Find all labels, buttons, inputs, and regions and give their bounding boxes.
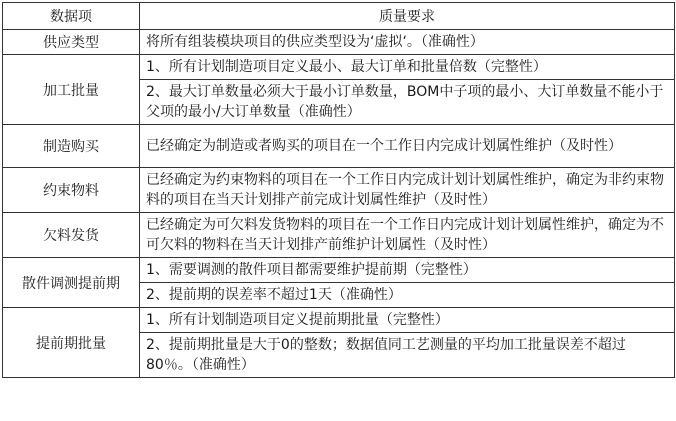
table-row [3,258,675,283]
requirement-cell: 已经确定为可欠料发货物料的项目在一个工作日内完成计划计划属性维护，确定为不可欠料的物料在当天计划排产前维护计划属性（及时性） [140,213,675,258]
table-row [3,125,675,168]
data-item-cell: 欠料发货 [3,213,140,258]
requirement-cell: 1、需要调测的散件项目都需要维护提前期（完整性） [140,258,675,283]
table-row [3,55,675,80]
table-row [3,213,675,258]
table-row [3,308,675,333]
data-item-cell: 加工批量 [3,55,140,125]
table-row [3,168,675,213]
column-header-item: 数据项 [3,3,140,30]
requirement-cell: 已经确定为制造或者购买的项目在一个工作日内完成计划属性维护（及时性） [140,125,675,168]
requirement-cell: 已经确定为约束物料的项目在一个工作日内完成计划计划属性维护，确定为非约束物料的项目在当天计划排产前完成计划属性维护（及时性） [140,168,675,213]
quality-requirements-table [2,2,675,378]
table-row [3,30,675,55]
data-item-cell: 散件调测提前期 [3,258,140,308]
requirement-cell: 1、所有计划制造项目定义提前期批量（完整性） [140,308,675,333]
column-header-requirement: 质量要求 [140,3,675,30]
requirement-cell: 1、所有计划制造项目定义最小、最大订单和批量倍数（完整性） [140,55,675,80]
table-header-row [3,3,675,30]
requirement-cell: 将所有组装模块项目的供应类型设为‘虚拟‘。（准确性） [140,30,675,55]
requirement-cell: 2、提前期的误差率不超过1天（准确性） [140,283,675,308]
requirement-cell: 2、提前期批量是大于0的整数；数据值同工艺测量的平均加工批量误差不超过80％。（准确性） [140,333,675,378]
data-item-cell: 制造购买 [3,125,140,168]
data-item-cell: 供应类型 [3,30,140,55]
data-item-cell: 约束物料 [3,168,140,213]
data-item-cell: 提前期批量 [3,308,140,378]
requirement-cell: 2、最大订单数量必须大于最小订单数量，BOM中子项的最小、大订单数量不能小于父项的最小/大订单数量（准确性） [140,80,675,125]
